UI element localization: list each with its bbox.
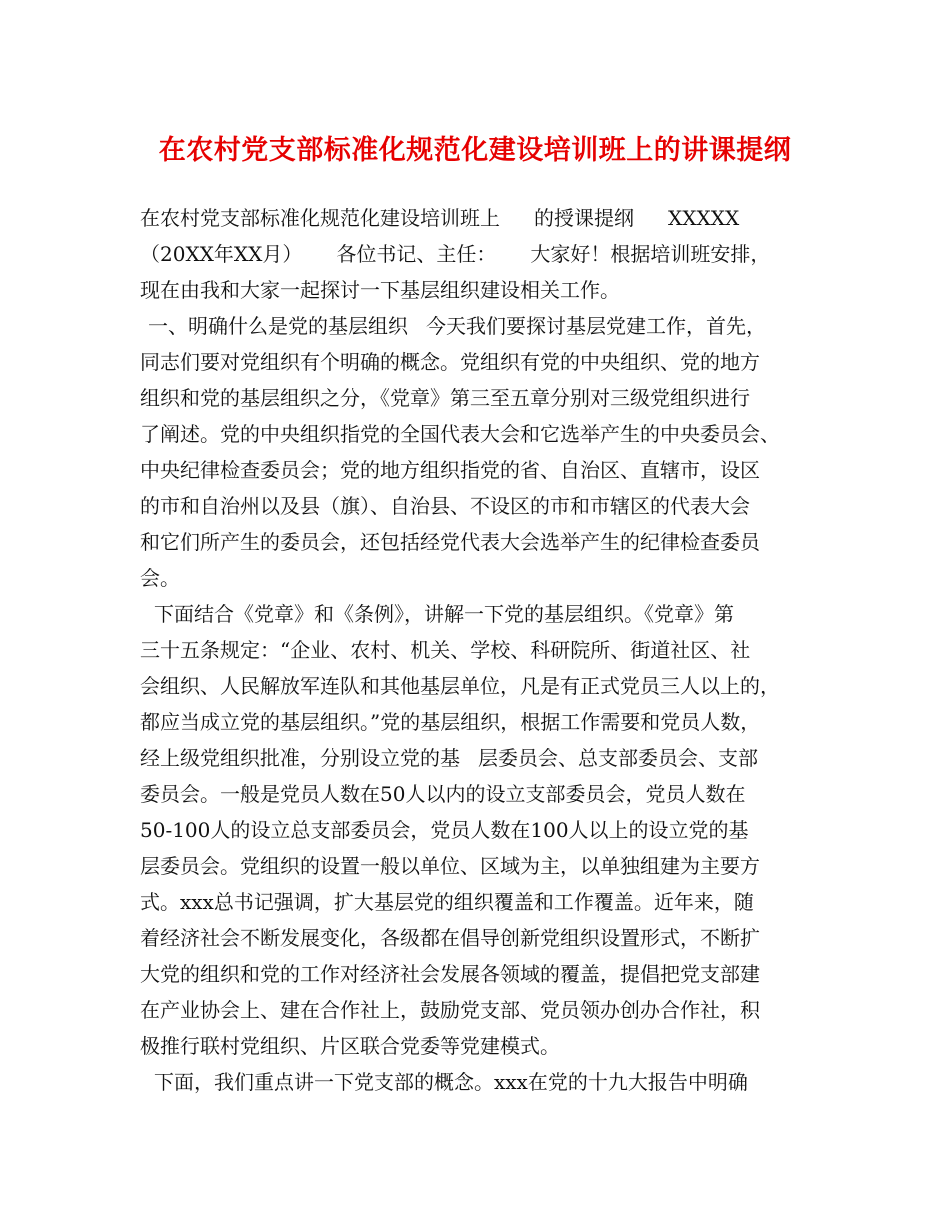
text-line: 现在由我和大家一起探讨一下基层组织建设相关工作。 bbox=[140, 278, 620, 302]
text-line: 层委员会。党组织的设置一般以单位、区域为主，以单独组建为主要方 bbox=[140, 854, 760, 878]
text-line: 式。xxx总书记强调，扩大基层党的组织覆盖和工作覆盖。近年来，随 bbox=[140, 890, 754, 914]
document-title: 在农村党支部标准化规范化建设培训班上的讲课提纲 bbox=[158, 135, 792, 166]
text-segment: 大家好！根据培训班安排， bbox=[530, 242, 771, 266]
text-line: 在产业协会上、建在合作社上，鼓励党支部、党员领办创办合作社，积 bbox=[140, 998, 760, 1022]
text-line: 会组织、人民解放军连队和其他基层单位，凡是有正式党员三人以上的， bbox=[140, 674, 780, 698]
paragraph-start-line bbox=[140, 1064, 820, 1100]
text-line: 组织和党的基层组织之分，《党章》第三至五章分别对三级党组织进行 bbox=[140, 386, 750, 410]
section-heading: 一、明确什么是党的基层组织 bbox=[148, 314, 408, 338]
text-line: 大党的组织和党的工作对经济社会发展各领域的覆盖，提倡把党支部建 bbox=[140, 962, 760, 986]
text-line bbox=[140, 200, 820, 236]
text-line bbox=[140, 740, 820, 776]
text-line: 极推行联村党组织、片区联合党委等党建模式。 bbox=[140, 1034, 560, 1058]
text-line bbox=[140, 236, 820, 272]
document-body bbox=[140, 200, 820, 1100]
text-segment: （20XX年XX月） bbox=[140, 242, 303, 266]
text-segment: 各位书记、主任： bbox=[336, 242, 497, 266]
paragraph-start-line bbox=[140, 596, 820, 632]
text-line: 三十五条规定：“企业、农村、机关、学校、科研院所、街道社区、社 bbox=[140, 638, 751, 662]
text-line: 同志们要对党组织有个明确的概念。党组织有党的中央组织、党的地方 bbox=[140, 350, 760, 374]
text-segment: 下面，我们重点讲一下党支部的概念。xxx在党的十九大报告中明确 bbox=[154, 1070, 748, 1094]
text-line: 50-100人的设立总支部委员会，党员人数在100人以上的设立党的基 bbox=[140, 818, 749, 842]
text-line: 会。 bbox=[140, 566, 180, 590]
text-segment: 在农村党支部标准化规范化建设培训班上 bbox=[140, 206, 500, 230]
text-segment: 层委员会、总支部委员会、支部 bbox=[478, 746, 758, 770]
text-segment: 经上级党组织批准，分别设立党的基 bbox=[140, 746, 460, 770]
text-segment: 今天我们要探讨基层党建工作，首先， bbox=[426, 314, 766, 338]
section-heading-line bbox=[140, 308, 820, 344]
text-line: 和它们所产生的委员会，还包括经党代表大会选举产生的纪律检查委员 bbox=[140, 530, 760, 554]
text-line: 的市和自治州以及县（旗）、自治县、不设区的市和市辖区的代表大会 bbox=[140, 494, 750, 518]
text-segment: XXXXX bbox=[668, 206, 740, 230]
text-line: 了阐述。党的中央组织指党的全国代表大会和它选举产生的中央委员会、 bbox=[140, 422, 780, 446]
text-segment: 下面结合《党章》和《条例》，讲解一下党的基层组织。《党章》第 bbox=[154, 602, 734, 626]
text-line: 都应当成立党的基层组织。”党的基层组织，根据工作需要和党员人数， bbox=[140, 710, 761, 734]
text-line: 委员会。一般是党员人数在50人以内的设立支部委员会，党员人数在 bbox=[140, 782, 746, 806]
text-line: 中央纪律检查委员会；党的地方组织指党的省、自治区、直辖市，设区 bbox=[140, 458, 760, 482]
text-segment: 的授课提纲 bbox=[534, 206, 634, 230]
text-line: 着经济社会不断发展变化，各级都在倡导创新党组织设置形式，不断扩 bbox=[140, 926, 760, 950]
